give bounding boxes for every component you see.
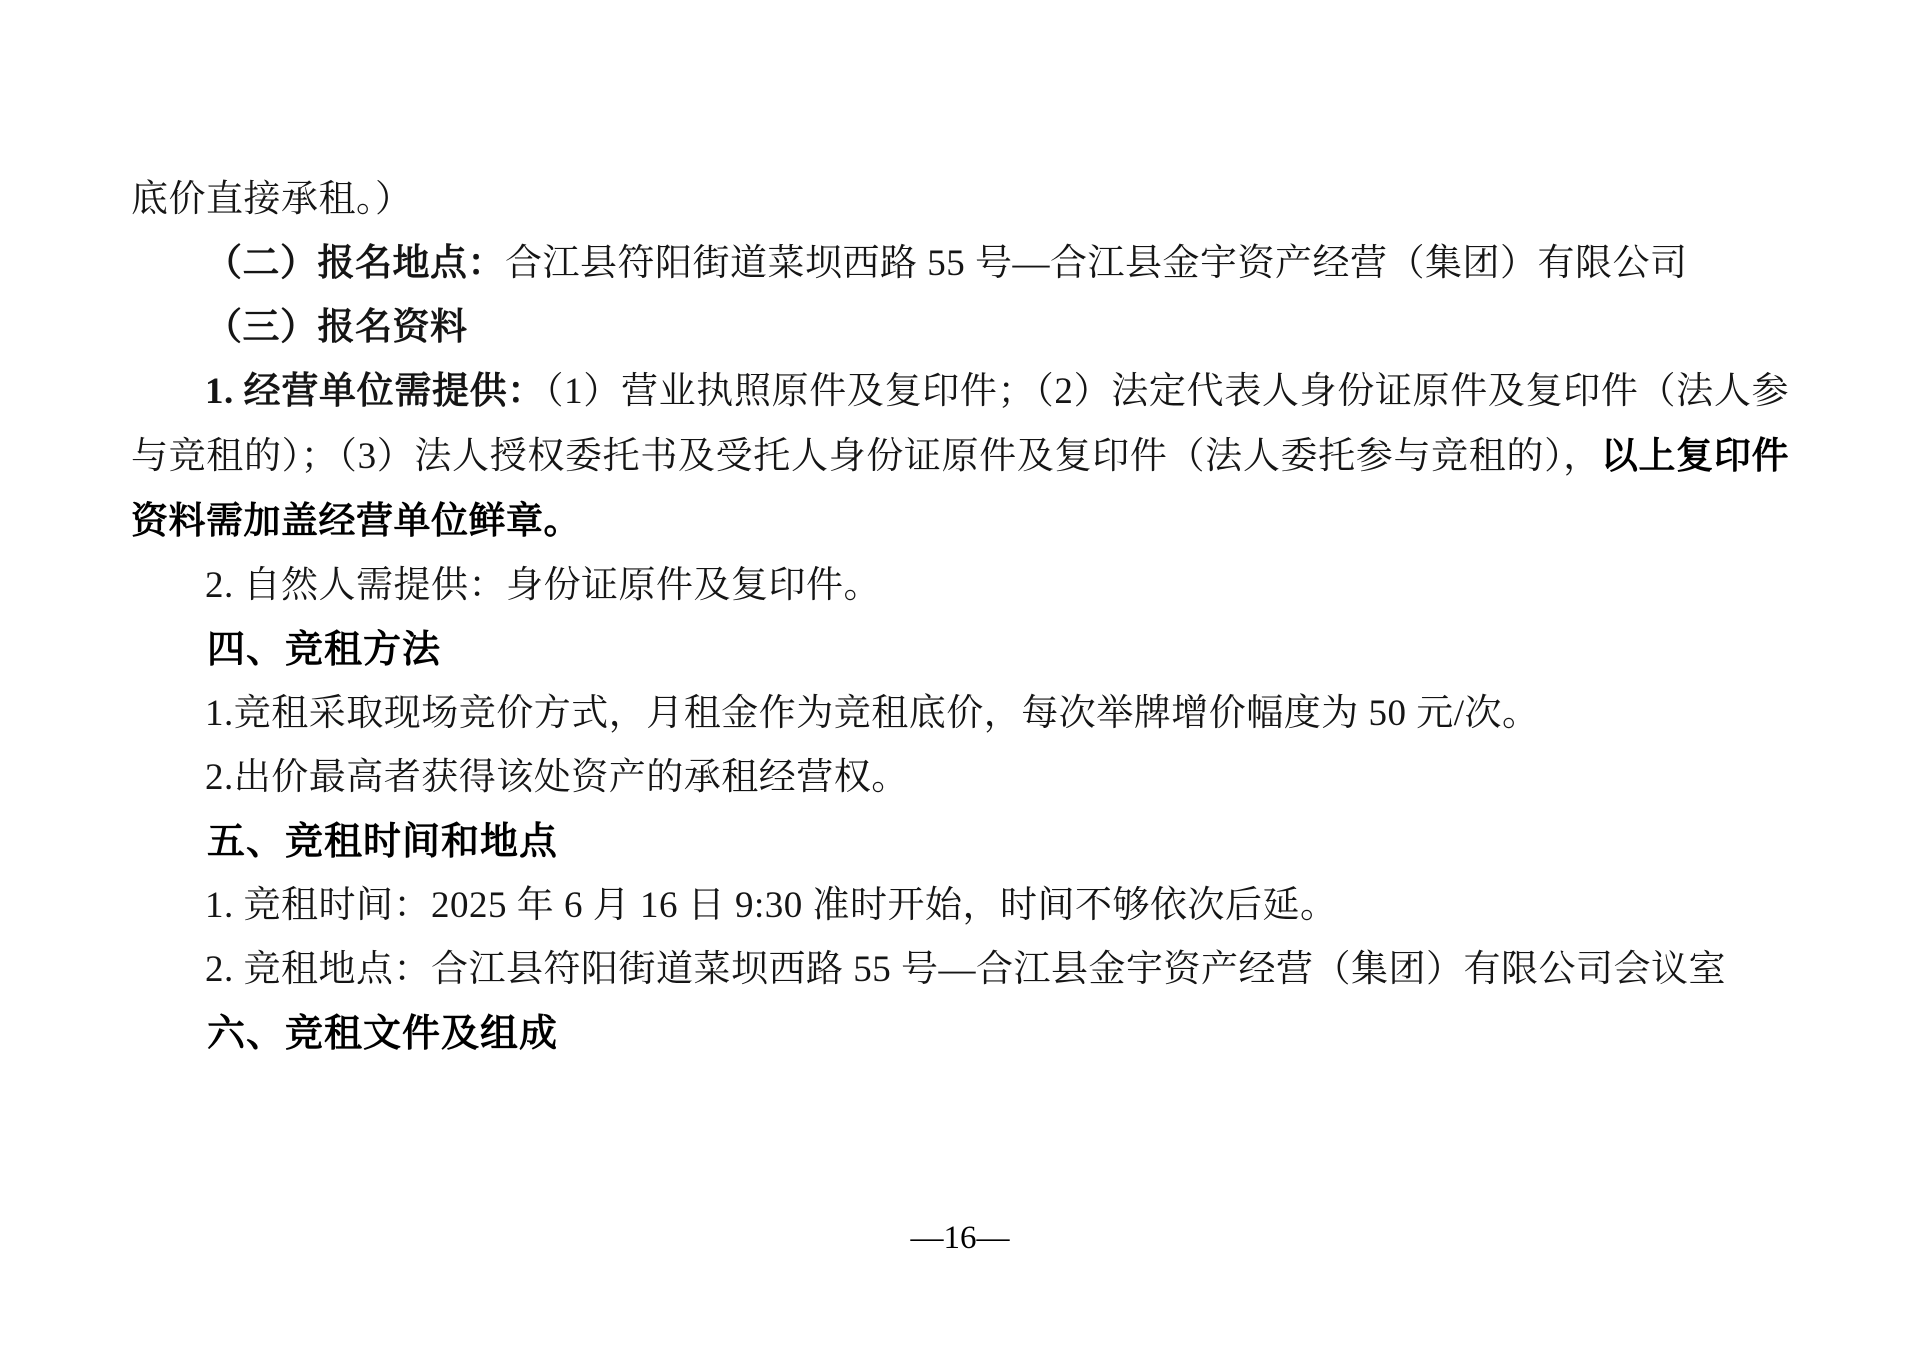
section-heading-bidding-time-location xyxy=(131,810,1789,874)
paragraph-business-unit-requirements xyxy=(131,360,1789,554)
section-heading-text: 六、竞租文件及组成 xyxy=(207,1013,559,1055)
section-heading-bidding-documents xyxy=(131,1002,1789,1066)
document-body xyxy=(131,168,1789,1066)
paragraph-bidding-time xyxy=(131,874,1789,938)
business-unit-requirements-details: （1）营业执照原件及复印件；（2）法定代表人身份证原件及复印件（法人参与竞租的）；（3）法人授权委托书及受托人身份证原件及复印件（法人委托参与竞租的）， xyxy=(131,371,1790,477)
paragraph-text: 2. 自然人需提供：身份证原件及复印件。 xyxy=(205,565,881,606)
paragraph-text: 1.竞租采取现场竞价方式，月租金作为竞租底价，每次举牌增价幅度为 50 元/次。 xyxy=(205,693,1540,734)
section-heading-text: 四、竞租方法 xyxy=(207,629,442,671)
business-unit-requirements-label: 1. 经营单位需提供： xyxy=(205,371,545,412)
paragraph-registration-location xyxy=(131,232,1789,296)
paragraph-continued-base-price xyxy=(131,168,1789,232)
paragraph-text: 2. 竞租地点：合江县符阳街道菜坝西路 55 号—合江县金宇资产经营（集团）有限公司会议室 xyxy=(205,949,1726,990)
registration-location-value: 合江县符阳街道菜坝西路 55 号—合江县金宇资产经营（集团）有限公司 xyxy=(505,243,1688,284)
paragraph-registration-materials-heading xyxy=(131,296,1789,360)
page-footer xyxy=(0,1212,1920,1264)
registration-materials-label: （三）报名资料 xyxy=(205,307,468,348)
registration-location-label: （二）报名地点： xyxy=(205,243,505,284)
section-heading-bidding-method xyxy=(131,618,1789,682)
page-number: —16— xyxy=(910,1220,1010,1256)
paragraph-text: 底价直接承租。） xyxy=(131,179,413,220)
paragraph-text: 1. 竞租时间：2025 年 6 月 16 日 9:30 准时开始，时间不够依次后延。 xyxy=(205,885,1338,926)
stamp-requirement-emphasis: 以上复印件资料需加盖经营单位鲜章。 xyxy=(131,435,1789,541)
paragraph-text: 2.出价最高者获得该处资产的承租经营权。 xyxy=(205,757,909,798)
paragraph-natural-person-requirements xyxy=(131,554,1789,618)
paragraph-bidding-method-2 xyxy=(131,746,1789,810)
paragraph-bidding-method-1 xyxy=(131,682,1789,746)
section-heading-text: 五、竞租时间和地点 xyxy=(207,821,559,863)
paragraph-bidding-location xyxy=(131,938,1789,1002)
